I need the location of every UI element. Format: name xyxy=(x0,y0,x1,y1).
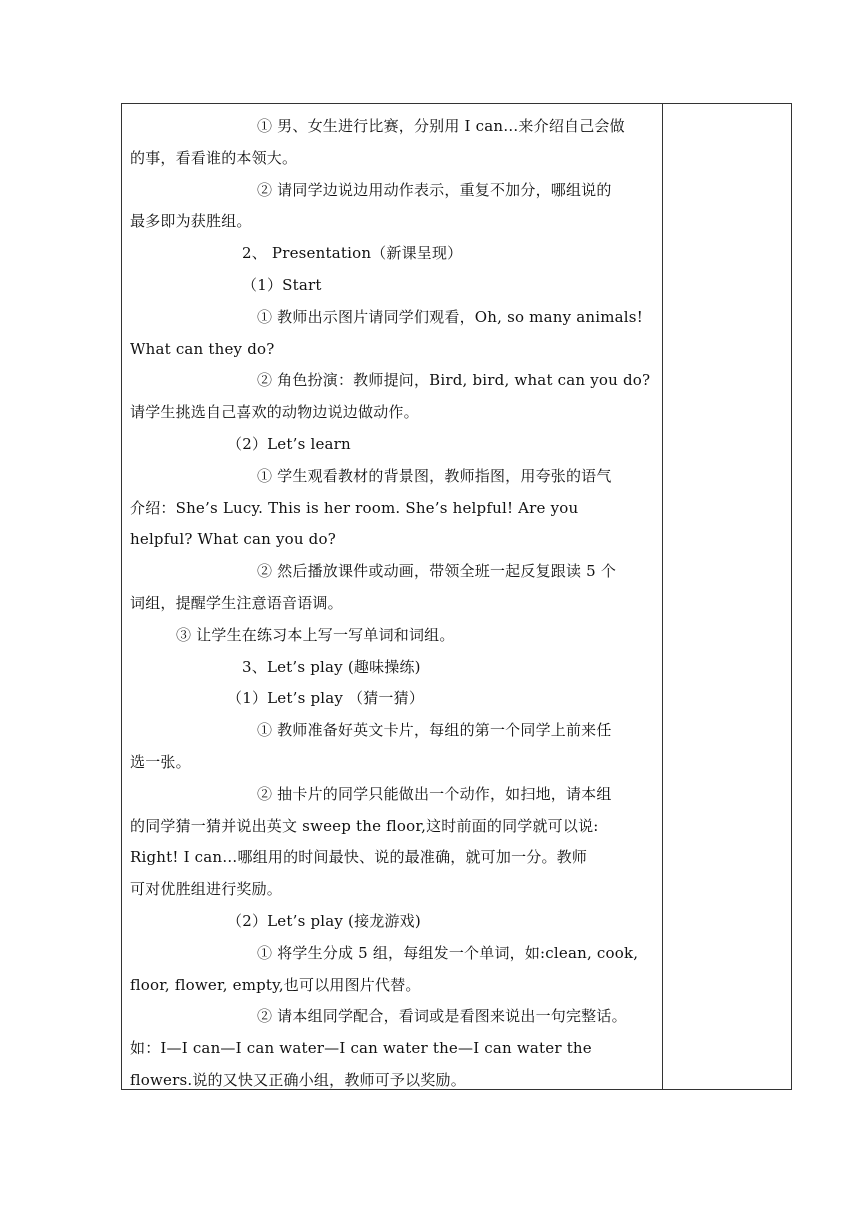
text-line: 2、 Presentation（新课呈现） xyxy=(242,244,463,263)
text-line: 介绍：She’s Lucy. This is her room. She’s helpful! Are you xyxy=(130,498,579,517)
text-line: ② 请同学边说边用动作表示，重复不加分，哪组说的 xyxy=(257,180,612,199)
text-line: 如：I—I can—I can water—I can water the—I can water the xyxy=(130,1039,592,1058)
text-line: ② 角色扮演：教师提问，Bird, bird, what can you do? xyxy=(257,371,651,390)
text-line: 最多即为获胜组。 xyxy=(130,212,252,231)
text-line: ② 请本组同学配合，看词或是看图来说出一句完整话。 xyxy=(257,1007,627,1026)
text-line: Right! I can…哪组用的时间最快、说的最准确，就可加一分。教师 xyxy=(130,848,588,867)
text-line: What can they do? xyxy=(130,339,275,358)
notes-cell xyxy=(663,104,791,1089)
lesson-table xyxy=(121,103,792,1090)
text-line: 词组，提醒学生注意语音语调。 xyxy=(130,593,343,612)
text-line: 可对优胜组进行奖励。 xyxy=(130,880,283,899)
text-line: helpful? What can you do? xyxy=(130,530,336,549)
text-line: 请学生挑选自己喜欢的动物边说边做动作。 xyxy=(130,403,419,422)
text-line: （1）Start xyxy=(242,275,322,294)
text-line: ① 男、女生进行比赛，分别用 I can…来介绍自己会做 xyxy=(257,117,625,135)
text-line: flowers.说的又快又正确小组，教师可予以奖励。 xyxy=(130,1070,466,1089)
text-line: 的同学猜一猜并说出英文 sweep the floor,这时前面的同学就可以说: xyxy=(130,816,599,835)
text-line: ② 抽卡片的同学只能做出一个动作，如扫地，请本组 xyxy=(257,784,612,803)
text-line: （1）Let’s play （猜一猜） xyxy=(227,689,425,708)
text-line: floor, flower, empty,也可以用图片代替。 xyxy=(130,975,421,994)
text-line: ① 将学生分成 5 组，每组发一个单词，如:clean, cook, xyxy=(257,943,639,962)
lesson-content-cell xyxy=(122,104,663,1089)
text-line: ③ 让学生在练习本上写一写单词和词组。 xyxy=(176,625,455,644)
text-line: （2）Let’s play (接龙游戏) xyxy=(227,911,421,930)
text-line: 选一张。 xyxy=(130,752,191,771)
text-line: ① 教师准备好英文卡片，每组的第一个同学上前来任 xyxy=(257,721,612,740)
text-line: 3、Let’s play (趣味操练) xyxy=(242,657,421,676)
lesson-text xyxy=(130,111,655,1097)
text-line: ① 学生观看教材的背景图，教师指图，用夸张的语气 xyxy=(257,466,612,485)
text-line: ① 教师出示图片请同学们观看，Oh, so many animals! xyxy=(257,307,643,326)
text-line: （2）Let’s learn xyxy=(227,434,351,453)
text-line: ② 然后播放课件或动画，带领全班一起反复跟读 5 个 xyxy=(257,562,617,581)
text-line: 的事，看看谁的本领大。 xyxy=(130,148,298,167)
